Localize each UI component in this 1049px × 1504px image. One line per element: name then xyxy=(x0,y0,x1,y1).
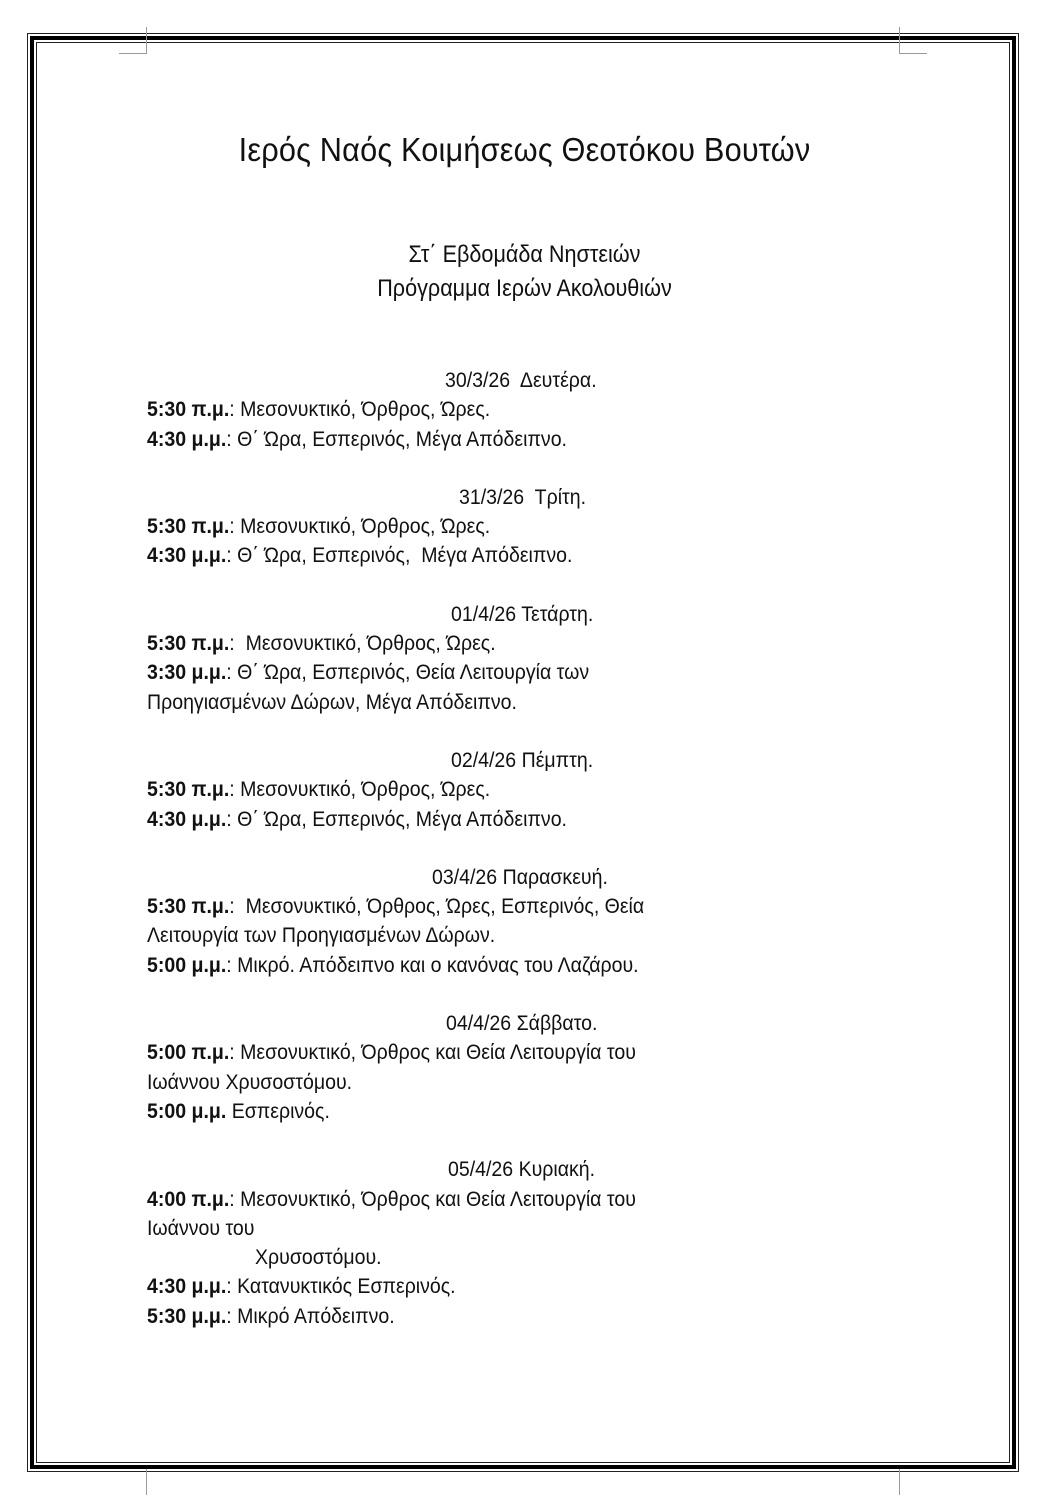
crop-mark xyxy=(899,27,900,53)
service-continuation xyxy=(147,688,887,717)
service-time: 3:30 μ.μ. xyxy=(147,661,227,685)
service-description: Μεσονυκτικό, Όρθρος, Ώρες. xyxy=(234,632,496,656)
day-block xyxy=(147,600,887,717)
service-description: Μεσονυκτικό, Όρθρος, Ώρες. xyxy=(234,398,491,422)
service-continuation-indented xyxy=(147,1243,887,1272)
time-separator: : xyxy=(226,953,232,977)
service-continuation xyxy=(147,1214,887,1243)
time-separator: : xyxy=(229,515,235,539)
day-heading xyxy=(147,1009,907,1038)
service-description: Μικρό. Απόδειπνο και ο κανόνας του Λαζάρου. xyxy=(231,953,639,977)
service-entry-text xyxy=(147,805,567,834)
time-separator: : xyxy=(226,1275,232,1299)
service-description: Θ΄ Ώρα, Εσπερινός, Θεία Λειτουργία των xyxy=(231,661,590,685)
day-heading xyxy=(147,483,907,512)
service-entry xyxy=(147,1185,887,1214)
day-heading-text: 05/4/26 Κυριακή. xyxy=(447,1158,596,1182)
service-time: 5:30 π.μ. xyxy=(147,895,230,919)
service-description: Μεσονυκτικό, Όρθρος και Θεία Λειτουργία του xyxy=(234,1041,636,1065)
service-time: 4:00 π.μ. xyxy=(147,1187,230,1211)
service-entry-text xyxy=(147,1272,456,1301)
service-entry-text xyxy=(147,629,496,658)
time-separator: : xyxy=(226,544,232,568)
service-description: Θ΄ Ώρα, Εσπερινός, Μέγα Απόδειπνο. xyxy=(231,807,567,831)
service-entry-text xyxy=(147,1302,395,1331)
time-separator: : xyxy=(229,632,235,656)
service-time: 5:00 π.μ. xyxy=(147,1041,230,1065)
time-separator: : xyxy=(226,427,232,451)
service-description: Κατανυκτικός Εσπερινός. xyxy=(231,1275,456,1299)
service-time: 5:00 μ.μ. xyxy=(147,1099,227,1123)
service-entry-text xyxy=(147,1038,636,1067)
service-continuation xyxy=(147,1068,887,1097)
service-description: Μεσονυκτικό, Όρθρος και Θεία Λειτουργία του xyxy=(234,1187,636,1211)
service-continuation xyxy=(147,921,887,950)
service-entry xyxy=(147,892,887,921)
service-continuation-text: Ιωάννου του xyxy=(147,1216,255,1240)
day-block xyxy=(147,863,887,980)
service-entry-text xyxy=(147,541,572,570)
service-entry-text xyxy=(147,658,589,687)
subtitle-week: Στ΄ Εβδομάδα Νηστειών xyxy=(408,241,641,268)
service-continuation-text: Λειτουργία των Προηγιασμένων Δώρων. xyxy=(147,924,496,948)
document-title: Ιερός Ναός Κοιμήσεως Θεοτόκου Βουτών xyxy=(238,131,811,168)
service-entry xyxy=(147,425,887,454)
day-heading-text: 30/3/26 Δευτέρα. xyxy=(445,369,598,392)
time-separator: : xyxy=(229,1187,235,1211)
service-time: 5:30 μ.μ. xyxy=(147,1304,227,1328)
service-time: 5:30 π.μ. xyxy=(147,632,230,656)
schedule xyxy=(147,366,887,1360)
time-separator: : xyxy=(226,1304,232,1328)
service-entry xyxy=(147,775,887,804)
day-heading-text: 31/3/26 Τρίτη. xyxy=(458,485,586,509)
time-separator: : xyxy=(226,661,232,685)
crop-mark xyxy=(146,1469,147,1495)
service-entry xyxy=(147,658,887,687)
service-entry-text xyxy=(147,1185,636,1214)
service-continuation-text: Προηγιασμένων Δώρων, Μέγα Απόδειπνο. xyxy=(147,690,517,714)
service-entry-text xyxy=(147,892,644,921)
service-time: 4:30 μ.μ. xyxy=(147,544,227,568)
service-description: Θ΄ Ώρα, Εσπερινός, Μέγα Απόδειπνο. xyxy=(231,544,573,568)
day-block xyxy=(147,746,887,834)
time-separator: : xyxy=(229,1041,235,1065)
service-description: Θ΄ Ώρα, Εσπερινός, Μέγα Απόδειπνο. xyxy=(231,427,567,451)
day-block xyxy=(147,1155,887,1331)
day-heading xyxy=(147,600,907,629)
service-time: 4:30 μ.μ. xyxy=(147,807,227,831)
service-entry-text xyxy=(147,1097,330,1126)
day-heading-text: 01/4/26 Τετάρτη. xyxy=(450,602,593,626)
service-description: Μικρό Απόδειπνο. xyxy=(231,1304,395,1328)
service-time: 5:30 π.μ. xyxy=(147,398,230,422)
time-separator: : xyxy=(229,895,235,919)
day-heading-text: 03/4/26 Παρασκευή. xyxy=(432,865,609,889)
service-entry-text xyxy=(147,775,490,804)
service-entry xyxy=(147,1097,887,1126)
service-entry xyxy=(147,951,887,980)
service-continuation-text: Ιωάννου Χρυσοστόμου. xyxy=(147,1070,353,1094)
subtitle-program: Πρόγραμμα Ιερών Ακολουθιών xyxy=(377,275,672,302)
service-time: 5:30 π.μ. xyxy=(147,515,230,539)
service-entry-text xyxy=(147,512,490,541)
service-time: 4:30 μ.μ. xyxy=(147,427,227,451)
day-heading xyxy=(147,863,907,892)
day-heading xyxy=(147,1155,907,1184)
day-block xyxy=(147,366,887,454)
service-description: Μεσονυκτικό, Όρθρος, Ώρες, Εσπερινός, Θεία xyxy=(234,895,645,919)
crop-mark xyxy=(119,53,147,54)
service-entry-text xyxy=(147,395,490,424)
service-entry xyxy=(147,805,887,834)
time-separator: : xyxy=(229,778,235,802)
service-description: Μεσονυκτικό, Όρθρος, Ώρες. xyxy=(234,778,491,802)
day-heading-text: 02/4/26 Πέμπτη. xyxy=(450,748,593,772)
day-block xyxy=(147,483,887,571)
service-continuation-indented-text: Χρυσοστόμου. xyxy=(255,1246,382,1270)
service-time: 5:30 π.μ. xyxy=(147,778,230,802)
crop-mark xyxy=(146,27,147,53)
service-entry xyxy=(147,1302,887,1331)
service-entry xyxy=(147,629,887,658)
service-entry xyxy=(147,1038,887,1067)
service-entry-text xyxy=(147,425,567,454)
day-heading xyxy=(147,746,907,775)
service-entry xyxy=(147,395,887,424)
crop-mark xyxy=(899,1469,900,1495)
day-heading xyxy=(147,366,907,395)
service-entry xyxy=(147,541,887,570)
service-entry-text xyxy=(147,951,639,980)
service-description: Μεσονυκτικό, Όρθρος, Ώρες. xyxy=(234,515,491,539)
service-time: 5:00 μ.μ. xyxy=(147,953,227,977)
service-time: 4:30 μ.μ. xyxy=(147,1275,227,1299)
service-entry xyxy=(147,1272,887,1301)
day-heading-text: 04/4/26 Σάββατο. xyxy=(445,1012,598,1036)
time-separator: : xyxy=(226,807,232,831)
service-description: Εσπερινός. xyxy=(226,1099,330,1123)
time-separator: : xyxy=(229,398,235,422)
crop-mark xyxy=(899,53,927,54)
service-entry xyxy=(147,512,887,541)
day-block xyxy=(147,1009,887,1126)
